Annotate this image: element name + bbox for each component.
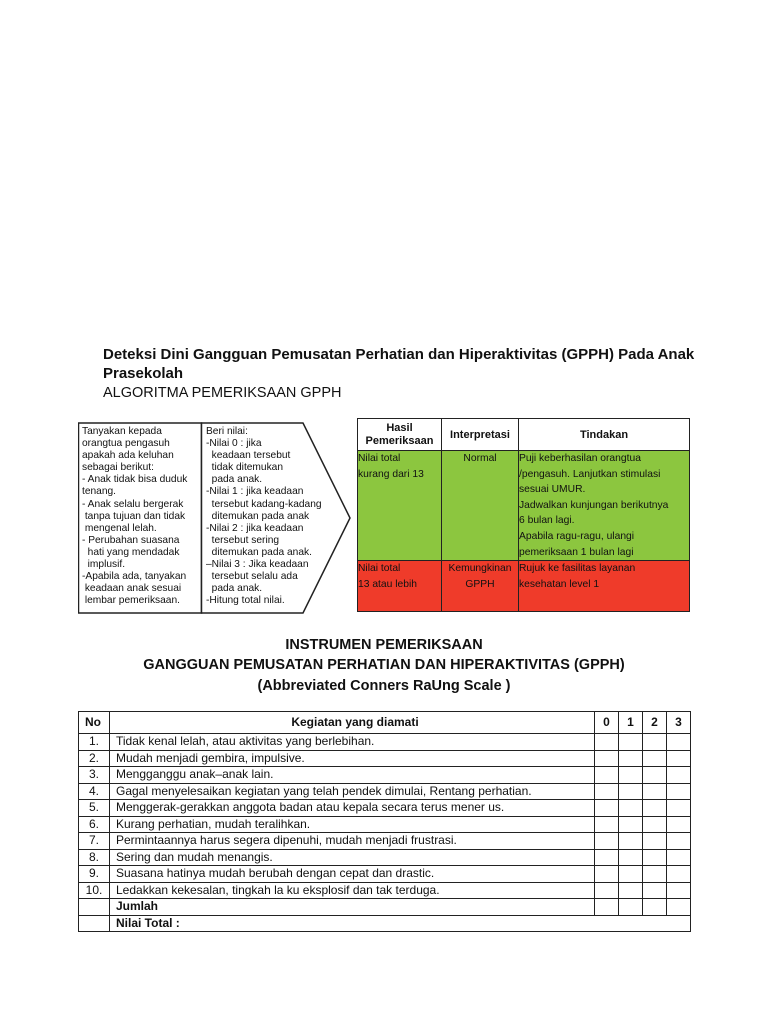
instrument-heading-2: GANGGUAN PEMUSATAN PERHATIAN DAN HIPERAKTIVITAS (GPPH): [143, 657, 625, 673]
score-cell[interactable]: [643, 833, 667, 850]
result-row-gpph: [358, 561, 690, 612]
result-tindakan: Rujuk ke fasilitas layanan kesehatan level 1: [519, 561, 690, 612]
scoring-instructions: Beri nilai: -Nilai 0 : jika keadaan tersebut tidak ditemukan pada anak. -Nilai 1 : jika keadaan tersebut kadang-kadang ditemukan pada anak -Nilai 2 : jika keadaan tersebut sering ditemukan pada anak. –Nilai 3 : Jika keadaan tersebut selalu ada pada anak. -Hitung total nilai.: [206, 426, 322, 607]
score-cell[interactable]: [619, 816, 643, 833]
header-no: No: [79, 712, 110, 734]
score-cell[interactable]: [643, 783, 667, 800]
jumlah-label: Jumlah: [110, 899, 595, 916]
header-hasil: Hasil Pemeriksaan: [358, 419, 442, 451]
document-title: Deteksi Dini Gangguan Pemusatan Perhatian dan Hiperaktivitas (GPPH) Pada Anak: [103, 346, 695, 363]
instrument-row: [79, 767, 691, 784]
instrument-heading: INSTRUMEN PEMERIKSAAN: [285, 637, 483, 653]
result-table: [357, 418, 690, 612]
score-cell[interactable]: [619, 866, 643, 883]
item-number: 7.: [79, 833, 110, 850]
algorithm-flow: [78, 422, 352, 614]
item-text: Gagal menyelesaikan kegiatan yang telah pendek dimulai, Rentang perhatian.: [110, 783, 595, 800]
score-cell[interactable]: [595, 816, 619, 833]
header-score-1: 1: [619, 712, 643, 734]
header-score-0: 0: [595, 712, 619, 734]
instrument-row: [79, 849, 691, 866]
header-tindakan: Tindakan: [519, 419, 690, 451]
score-cell[interactable]: [595, 783, 619, 800]
score-cell[interactable]: [667, 833, 691, 850]
result-hasil: Nilai total 13 atau lebih: [358, 561, 442, 612]
item-text: Kurang perhatian, mudah teralihkan.: [110, 816, 595, 833]
item-text: Permintaannya harus segera dipenuhi, mudah menjadi frustrasi.: [110, 833, 595, 850]
score-cell[interactable]: [595, 750, 619, 767]
empty-cell: [79, 899, 110, 916]
score-cell[interactable]: [619, 833, 643, 850]
header-score-3: 3: [667, 712, 691, 734]
instrument-row: [79, 734, 691, 751]
score-cell[interactable]: [667, 800, 691, 817]
item-number: 1.: [79, 734, 110, 751]
header-interpretasi: Interpretasi: [442, 419, 519, 451]
document-title-line2: Prasekolah: [103, 365, 184, 382]
result-interpretasi: Kemungkinan GPPH: [442, 561, 519, 612]
jumlah-cell[interactable]: [667, 899, 691, 916]
score-cell[interactable]: [643, 767, 667, 784]
score-cell[interactable]: [643, 866, 667, 883]
score-cell[interactable]: [619, 800, 643, 817]
score-cell[interactable]: [667, 882, 691, 899]
score-cell[interactable]: [667, 866, 691, 883]
instrument-row: [79, 866, 691, 883]
score-cell[interactable]: [619, 783, 643, 800]
item-text: Mudah menjadi gembira, impulsive.: [110, 750, 595, 767]
jumlah-cell[interactable]: [595, 899, 619, 916]
result-hasil: Nilai total kurang dari 13: [358, 451, 442, 561]
item-text: Menggerak-gerakkan anggota badan atau kepala secara terus mener us.: [110, 800, 595, 817]
item-text: Suasana hatinya mudah berubah dengan cepat dan drastic.: [110, 866, 595, 883]
instrument-table: [78, 711, 691, 932]
question-instructions: Tanyakan kepada orangtua pengasuh apakah ada keluhan sebagai berikut: - Anak tidak bisa duduk tenang. - Anak selalu bergerak tanpa tujuan dan tidak mengenal lelah. - Perubahan suasana hati yang mendadak implusif. -Apabila ada, tanyakan keadaan anak sesuai lembar pemeriksaan.: [82, 426, 188, 607]
score-cell[interactable]: [643, 734, 667, 751]
score-cell[interactable]: [595, 767, 619, 784]
item-number: 2.: [79, 750, 110, 767]
item-text: Ledakkan kekesalan, tingkah la ku eksplosif dan tak terduga.: [110, 882, 595, 899]
score-cell[interactable]: [595, 833, 619, 850]
jumlah-cell[interactable]: [643, 899, 667, 916]
result-table-header: [358, 419, 690, 451]
instrument-row: [79, 833, 691, 850]
item-number: 6.: [79, 816, 110, 833]
score-cell[interactable]: [667, 750, 691, 767]
score-cell[interactable]: [619, 849, 643, 866]
header-activity: Kegiatan yang diamati: [110, 712, 595, 734]
score-cell[interactable]: [595, 882, 619, 899]
score-cell[interactable]: [619, 734, 643, 751]
total-row: [79, 915, 691, 932]
score-cell[interactable]: [595, 849, 619, 866]
total-label: Nilai Total :: [110, 915, 691, 932]
score-cell[interactable]: [619, 882, 643, 899]
item-number: 8.: [79, 849, 110, 866]
score-cell[interactable]: [643, 882, 667, 899]
score-cell[interactable]: [667, 734, 691, 751]
score-cell[interactable]: [667, 849, 691, 866]
score-cell[interactable]: [643, 800, 667, 817]
score-cell[interactable]: [667, 783, 691, 800]
algorithm-heading: ALGORITMA PEMERIKSAAN GPPH: [103, 385, 342, 401]
score-cell[interactable]: [643, 816, 667, 833]
jumlah-row: [79, 899, 691, 916]
item-text: Sering dan mudah menangis.: [110, 849, 595, 866]
item-number: 3.: [79, 767, 110, 784]
item-text: Tidak kenal lelah, atau aktivitas yang berlebihan.: [110, 734, 595, 751]
item-number: 5.: [79, 800, 110, 817]
jumlah-cell[interactable]: [619, 899, 643, 916]
instrument-row: [79, 800, 691, 817]
item-number: 9.: [79, 866, 110, 883]
result-interpretasi: Normal: [442, 451, 519, 561]
result-tindakan: Puji keberhasilan orangtua /pengasuh. Lanjutkan stimulasi sesuai UMUR. Jadwalkan kunjungan berikutnya 6 bulan lagi. Apabila ragu-ragu, ulangi pemeriksaan 1 bulan lagi: [519, 451, 690, 561]
score-cell[interactable]: [643, 750, 667, 767]
score-cell[interactable]: [619, 767, 643, 784]
score-cell[interactable]: [667, 816, 691, 833]
instrument-row: [79, 750, 691, 767]
instrument-body: [79, 734, 691, 932]
score-cell[interactable]: [643, 849, 667, 866]
item-text: Mengganggu anak–anak lain.: [110, 767, 595, 784]
item-number: 10.: [79, 882, 110, 899]
score-cell[interactable]: [595, 866, 619, 883]
empty-cell: [79, 915, 110, 932]
score-cell[interactable]: [595, 734, 619, 751]
instrument-heading-3: (Abbreviated Conners RaUng Scale ): [257, 678, 511, 694]
instrument-header-row: [79, 712, 691, 734]
instrument-row: [79, 882, 691, 899]
header-score-2: 2: [643, 712, 667, 734]
score-cell[interactable]: [667, 767, 691, 784]
item-number: 4.: [79, 783, 110, 800]
score-cell[interactable]: [619, 750, 643, 767]
instrument-row: [79, 816, 691, 833]
score-cell[interactable]: [595, 800, 619, 817]
document-title-block: [103, 345, 703, 402]
instrument-row: [79, 783, 691, 800]
result-row-normal: [358, 451, 690, 561]
